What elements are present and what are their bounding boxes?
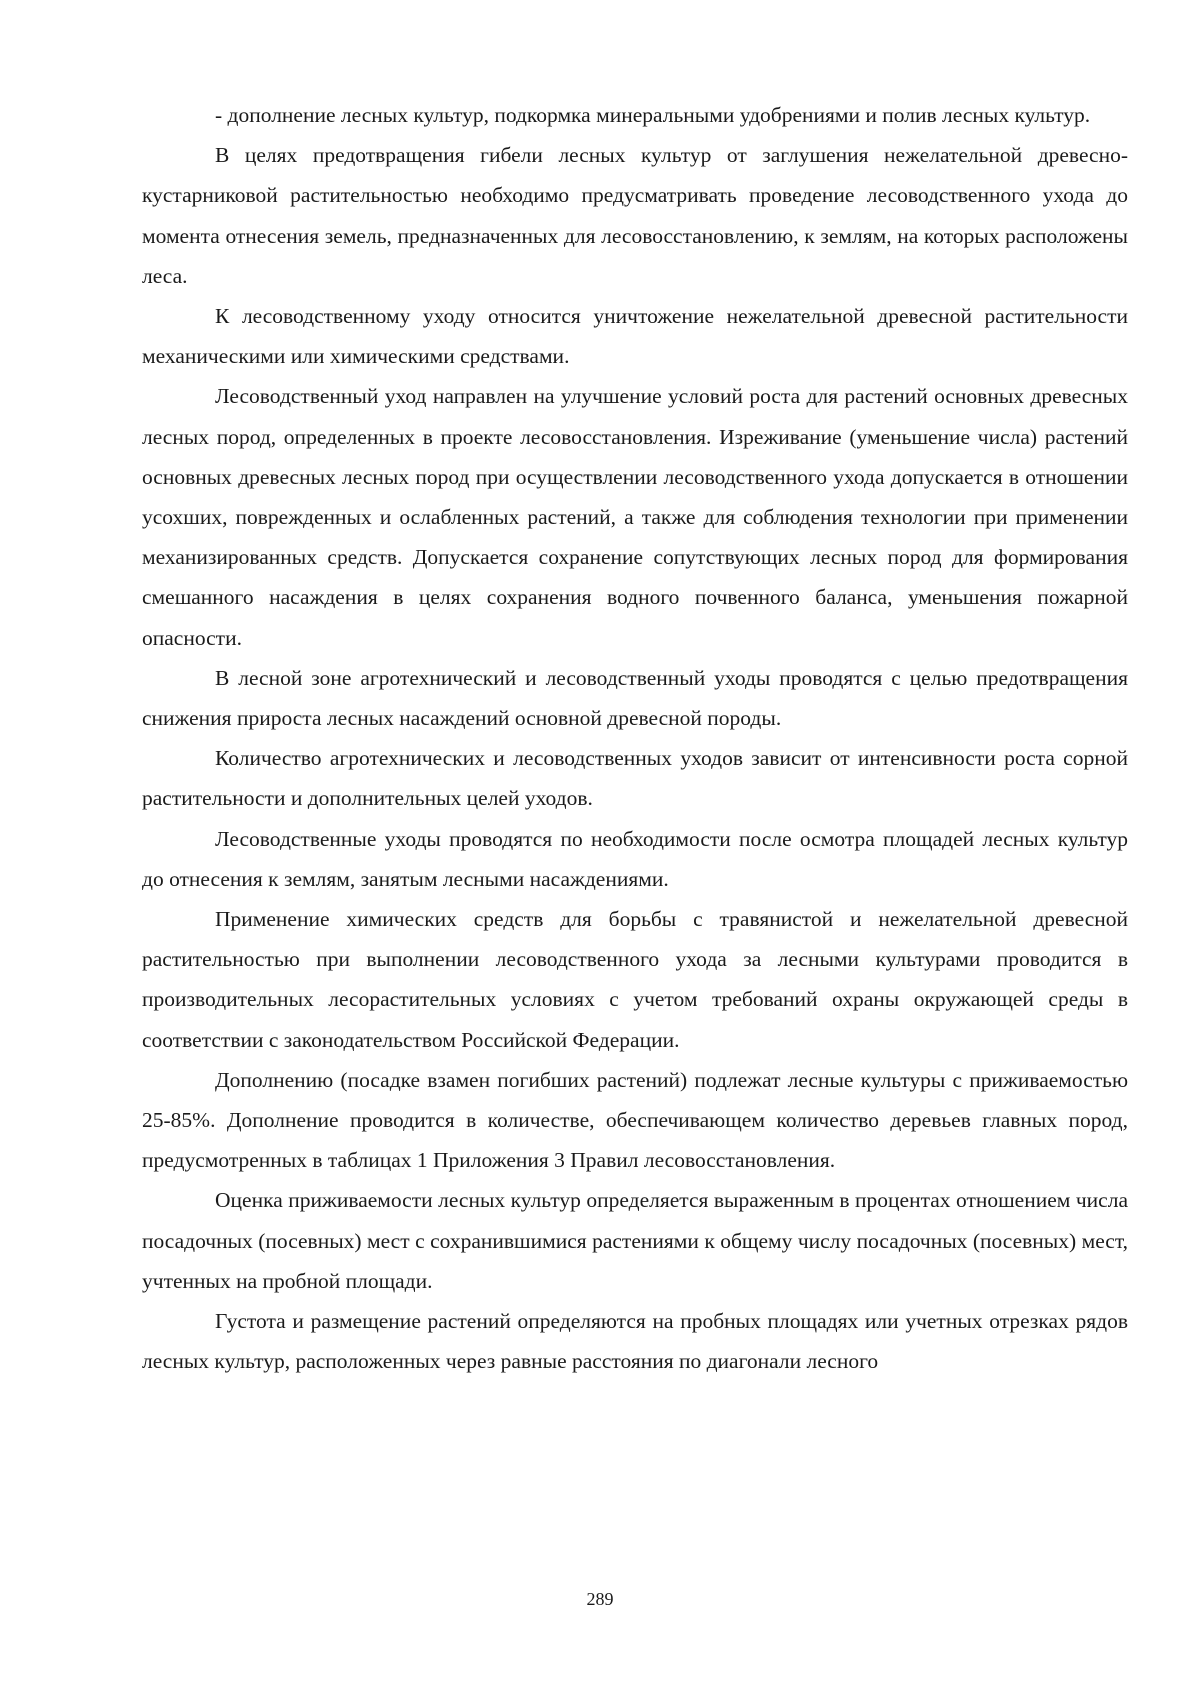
- paragraph-10: Оценка приживаемости лесных культур определяется выраженным в процентах отношением числа посадочных (посевных) мест с сохранившимися растениями к общему числу посадочных (посевных) мест, учтенных на пробной площади.: [142, 1188, 1128, 1293]
- paragraph-5: В лесной зоне агротехнический и лесоводственный уходы проводятся с целью предотвращения снижения прироста лесных насаждений основной древесной породы.: [142, 665, 1128, 731]
- paragraph-1: - дополнение лесных культур, подкормка минеральными удобрениями и полив лесных культур.: [215, 103, 1091, 127]
- document-body: [142, 95, 1128, 1382]
- paragraph-11: Густота и размещение растений определяются на пробных площадях или учетных отрезках рядов лесных культур, расположенных через равные расстояния по диагонали лесного: [142, 1309, 1128, 1374]
- paragraph-6: Количество агротехнических и лесоводственных уходов зависит от интенсивности роста сорной растительности и дополнительных целей уходов.: [142, 746, 1128, 811]
- paragraph-2: В целях предотвращения гибели лесных культур от заглушения нежелательной древесно-кустарниковой растительностью необходимо предусматривать проведение лесоводственного ухода до момента отнесения земель, предназначенных для лесовосстановлению, к землям, на которых расположены леса.: [142, 143, 1128, 288]
- paragraph-9: Дополнению (посадке взамен погибших растений) подлежат лесные культуры с приживаемостью 25-85%. Дополнение проводится в количестве, обеспечивающем количество деревьев главных пород, предусмотренных в таблицах 1 Приложения 3 Правил лесовосстановления.: [142, 1067, 1128, 1173]
- paragraph-4: Лесоводственный уход направлен на улучшение условий роста для растений основных древесных лесных пород, определенных в проекте лесовосстановления. Изреживание (уменьшение числа) растений основных древесных лесных пород при осуществлении лесоводственного ухода допускается в отношении усохших, поврежденных и ослабленных растений, а также для соблюдения технологии при применении механизированных средств. Допускается сохранение сопутствующих лесных пород для формирования смешанного насаждения в целях сохранения водного почвенного баланса, уменьшения пожарной опасности.: [142, 384, 1128, 650]
- page-number: 289: [586, 1589, 614, 1609]
- paragraph-8: Применение химических средств для борьбы с травянистой и нежелательной древесной растительностью при выполнении лесоводственного ухода за лесными культурами проводится в производительных лесорастительных условиях с учетом требований охраны окружающей среды в соответствии с законодательством Российской Федерации.: [142, 907, 1128, 1052]
- paragraph-7: Лесоводственные уходы проводятся по необходимости после осмотра площадей лесных культур до отнесения к землям, занятым лесными насаждениями.: [142, 826, 1128, 891]
- paragraph-3: К лесоводственному уходу относится уничтожение нежелательной древесной растительности механическими или химическими средствами.: [142, 304, 1128, 369]
